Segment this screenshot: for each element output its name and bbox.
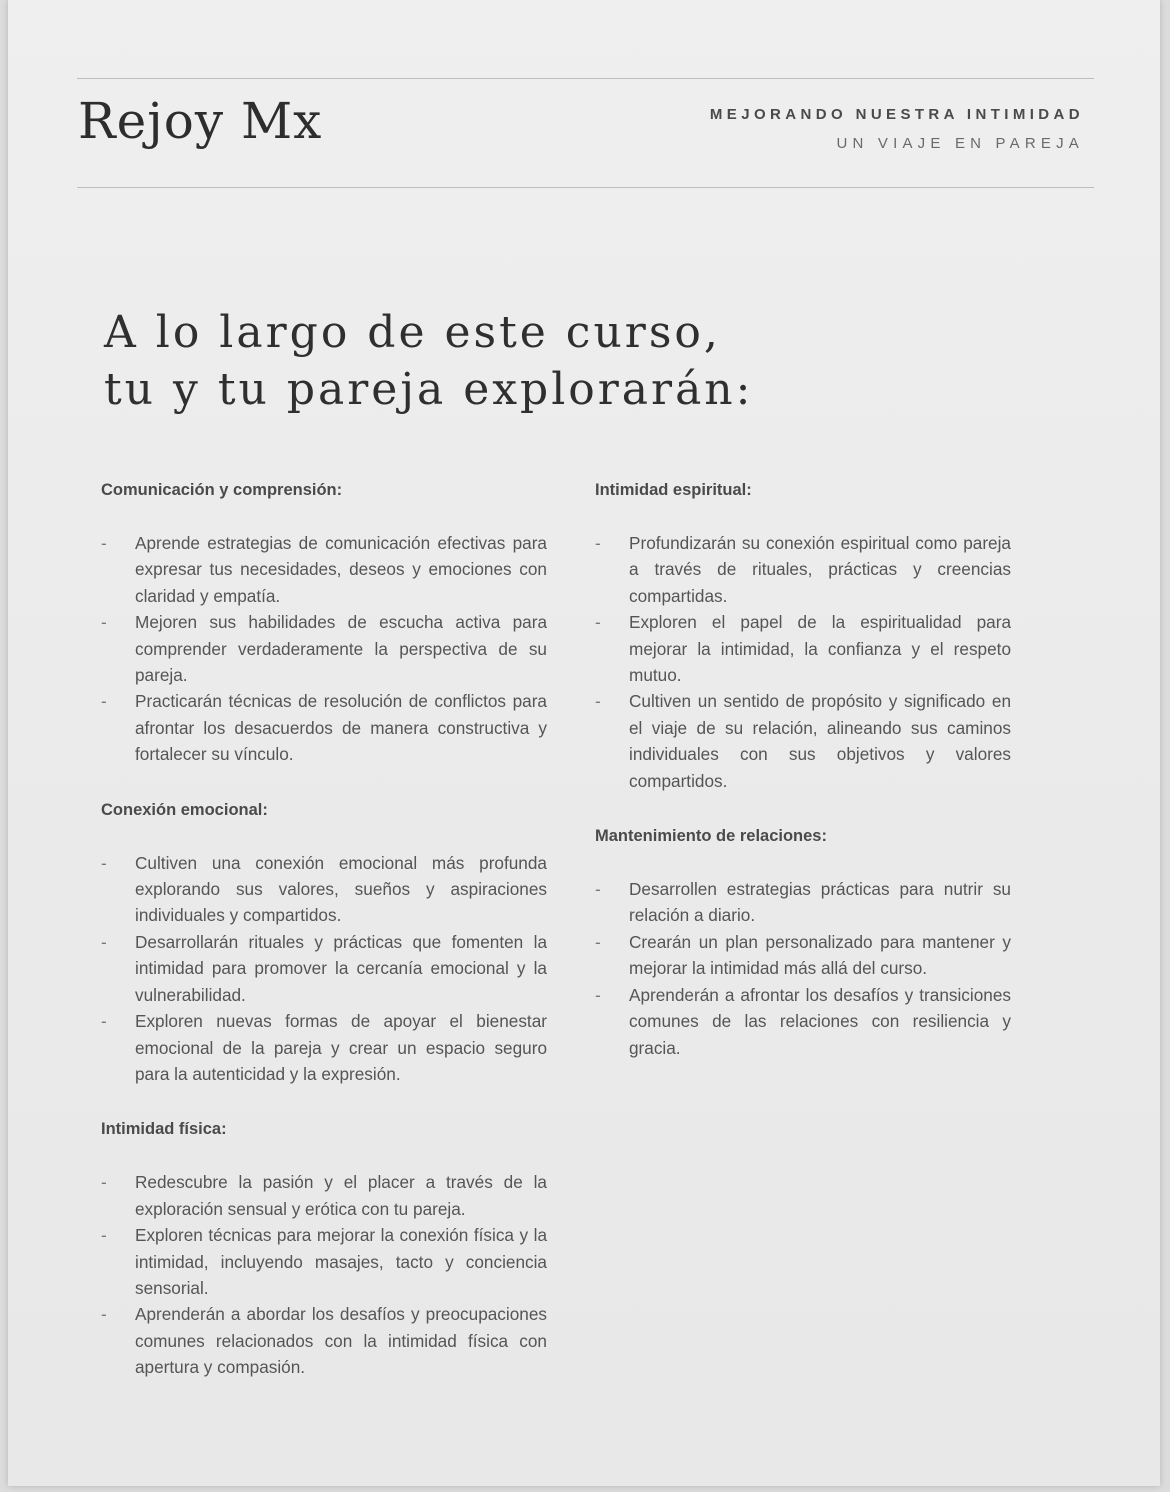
list-item	[101, 929, 547, 1008]
section-title: Conexión emocional:	[101, 800, 268, 819]
bullet-dash: -	[101, 691, 107, 712]
bullet-dash: -	[595, 879, 601, 900]
header-title: MEJORANDO NUESTRA INTIMIDAD	[709, 106, 1084, 123]
list-item-text: Cultiven un sentido de propósito y significado en el viaje de su relación, alineando sus caminos individuales con sus objetivos y valores compartidos.	[629, 691, 1011, 791]
bullet-list	[101, 1169, 547, 1380]
list-item-text: Mejoren sus habilidades de escucha activa para comprender verdaderamente la perspectiva de su pareja.	[135, 612, 547, 686]
list-item-text: Aprenderán a afrontar los desafíos y transiciones comunes de las relaciones con resiliencia y gracia.	[629, 984, 1011, 1058]
document-page	[8, 0, 1160, 1486]
brand-logo-text: Rejoy Mx	[78, 92, 323, 150]
bullet-dash: -	[595, 931, 601, 952]
bullet-list	[595, 530, 1011, 794]
headline-line-2: tu y tu pareja explorarán:	[104, 364, 754, 415]
bullet-list	[101, 530, 547, 768]
list-item-text: Aprenderán a abordar los desafíos y preocupaciones comunes relacionados con la intimidad física con apertura y compasión.	[135, 1304, 547, 1378]
list-item	[595, 609, 1011, 688]
bullet-dash: -	[101, 612, 107, 633]
list-item-text: Desarrollarán rituales y prácticas que fomenten la intimidad para promover la cercanía emocional y la vulnerabilidad.	[135, 931, 547, 1005]
section-mantenimiento-relaciones	[595, 824, 1011, 1061]
bullet-dash: -	[101, 533, 107, 553]
list-item-text: Crearán un plan personalizado para mantener y mejorar la intimidad más allá del curso.	[629, 931, 1011, 979]
list-item-text: Practicarán técnicas de resolución de conflictos para afrontar los desacuerdos de manera constructiva y fortalecer su vínculo.	[135, 691, 547, 765]
header-bottom-rule	[77, 187, 1094, 188]
section-intimidad-fisica	[101, 1117, 547, 1380]
bullet-dash: -	[101, 1172, 107, 1193]
header-titles	[710, 106, 1084, 152]
bullet-dash: -	[101, 1225, 107, 1246]
list-item-text: Aprende estrategias de comunicación efectivas para expresar tus necesidades, deseos y emociones con claridad y empatía.	[135, 533, 547, 606]
section-title: Intimidad física:	[101, 1120, 227, 1139]
list-item	[101, 1169, 547, 1222]
list-item	[101, 1222, 547, 1301]
list-item	[101, 1008, 547, 1087]
list-item-text: Exploren técnicas para mejorar la conexión física y la intimidad, incluyendo masajes, tacto y conciencia sensorial.	[135, 1225, 547, 1298]
list-item	[101, 1301, 547, 1380]
page-headline	[104, 304, 753, 418]
list-item-text: Exploren el papel de la espiritualidad para mejorar la intimidad, la confianza y el respeto mutuo.	[629, 612, 1011, 686]
section-comunicacion	[101, 478, 547, 768]
list-item	[101, 530, 547, 609]
list-item-text: Cultiven una conexión emocional más profunda explorando sus valores, sueños y aspiraciones individuales y compartidos.	[135, 852, 547, 926]
header-subtitle: UN VIAJE EN PAREJA	[836, 135, 1084, 152]
list-item-text: Profundizarán su conexión espiritual como pareja a través de rituales, prácticas y creencias compartidas.	[629, 533, 1011, 606]
list-item	[595, 876, 1011, 929]
section-title: Intimidad espiritual:	[595, 481, 752, 499]
list-item	[101, 850, 547, 929]
list-item	[595, 929, 1011, 982]
bullet-dash: -	[101, 931, 107, 952]
list-item	[595, 688, 1011, 794]
bullet-dash: -	[595, 612, 601, 633]
list-item	[595, 530, 1011, 609]
bullet-dash: -	[101, 852, 107, 873]
right-column	[595, 478, 1011, 1091]
list-item-text: Exploren nuevas formas de apoyar el bienestar emocional de la pareja y crear un espacio seguro para la autenticidad y la expresión.	[135, 1011, 547, 1084]
list-item	[101, 688, 547, 767]
section-conexion-emocional	[101, 798, 547, 1088]
bullet-dash: -	[595, 984, 601, 1005]
left-column	[101, 478, 547, 1411]
list-item-text: Redescubre la pasión y el placer a través de la exploración sensual y erótica con tu pareja.	[135, 1172, 547, 1219]
list-item	[101, 609, 547, 688]
headline-line-1: A lo largo de este curso,	[104, 307, 721, 358]
header-top-rule	[77, 78, 1094, 79]
bullet-dash: -	[595, 533, 601, 553]
section-intimidad-espiritual	[595, 478, 1011, 794]
bullet-dash: -	[595, 691, 601, 712]
bullet-dash: -	[101, 1011, 107, 1032]
section-title: Mantenimiento de relaciones:	[595, 827, 827, 846]
bullet-list	[101, 850, 547, 1088]
bullet-list	[595, 876, 1011, 1061]
list-item	[595, 982, 1011, 1061]
bullet-dash: -	[101, 1304, 107, 1325]
section-title: Comunicación y comprensión:	[101, 481, 343, 499]
list-item-text: Desarrollen estrategias prácticas para nutrir su relación a diario.	[629, 879, 1011, 926]
